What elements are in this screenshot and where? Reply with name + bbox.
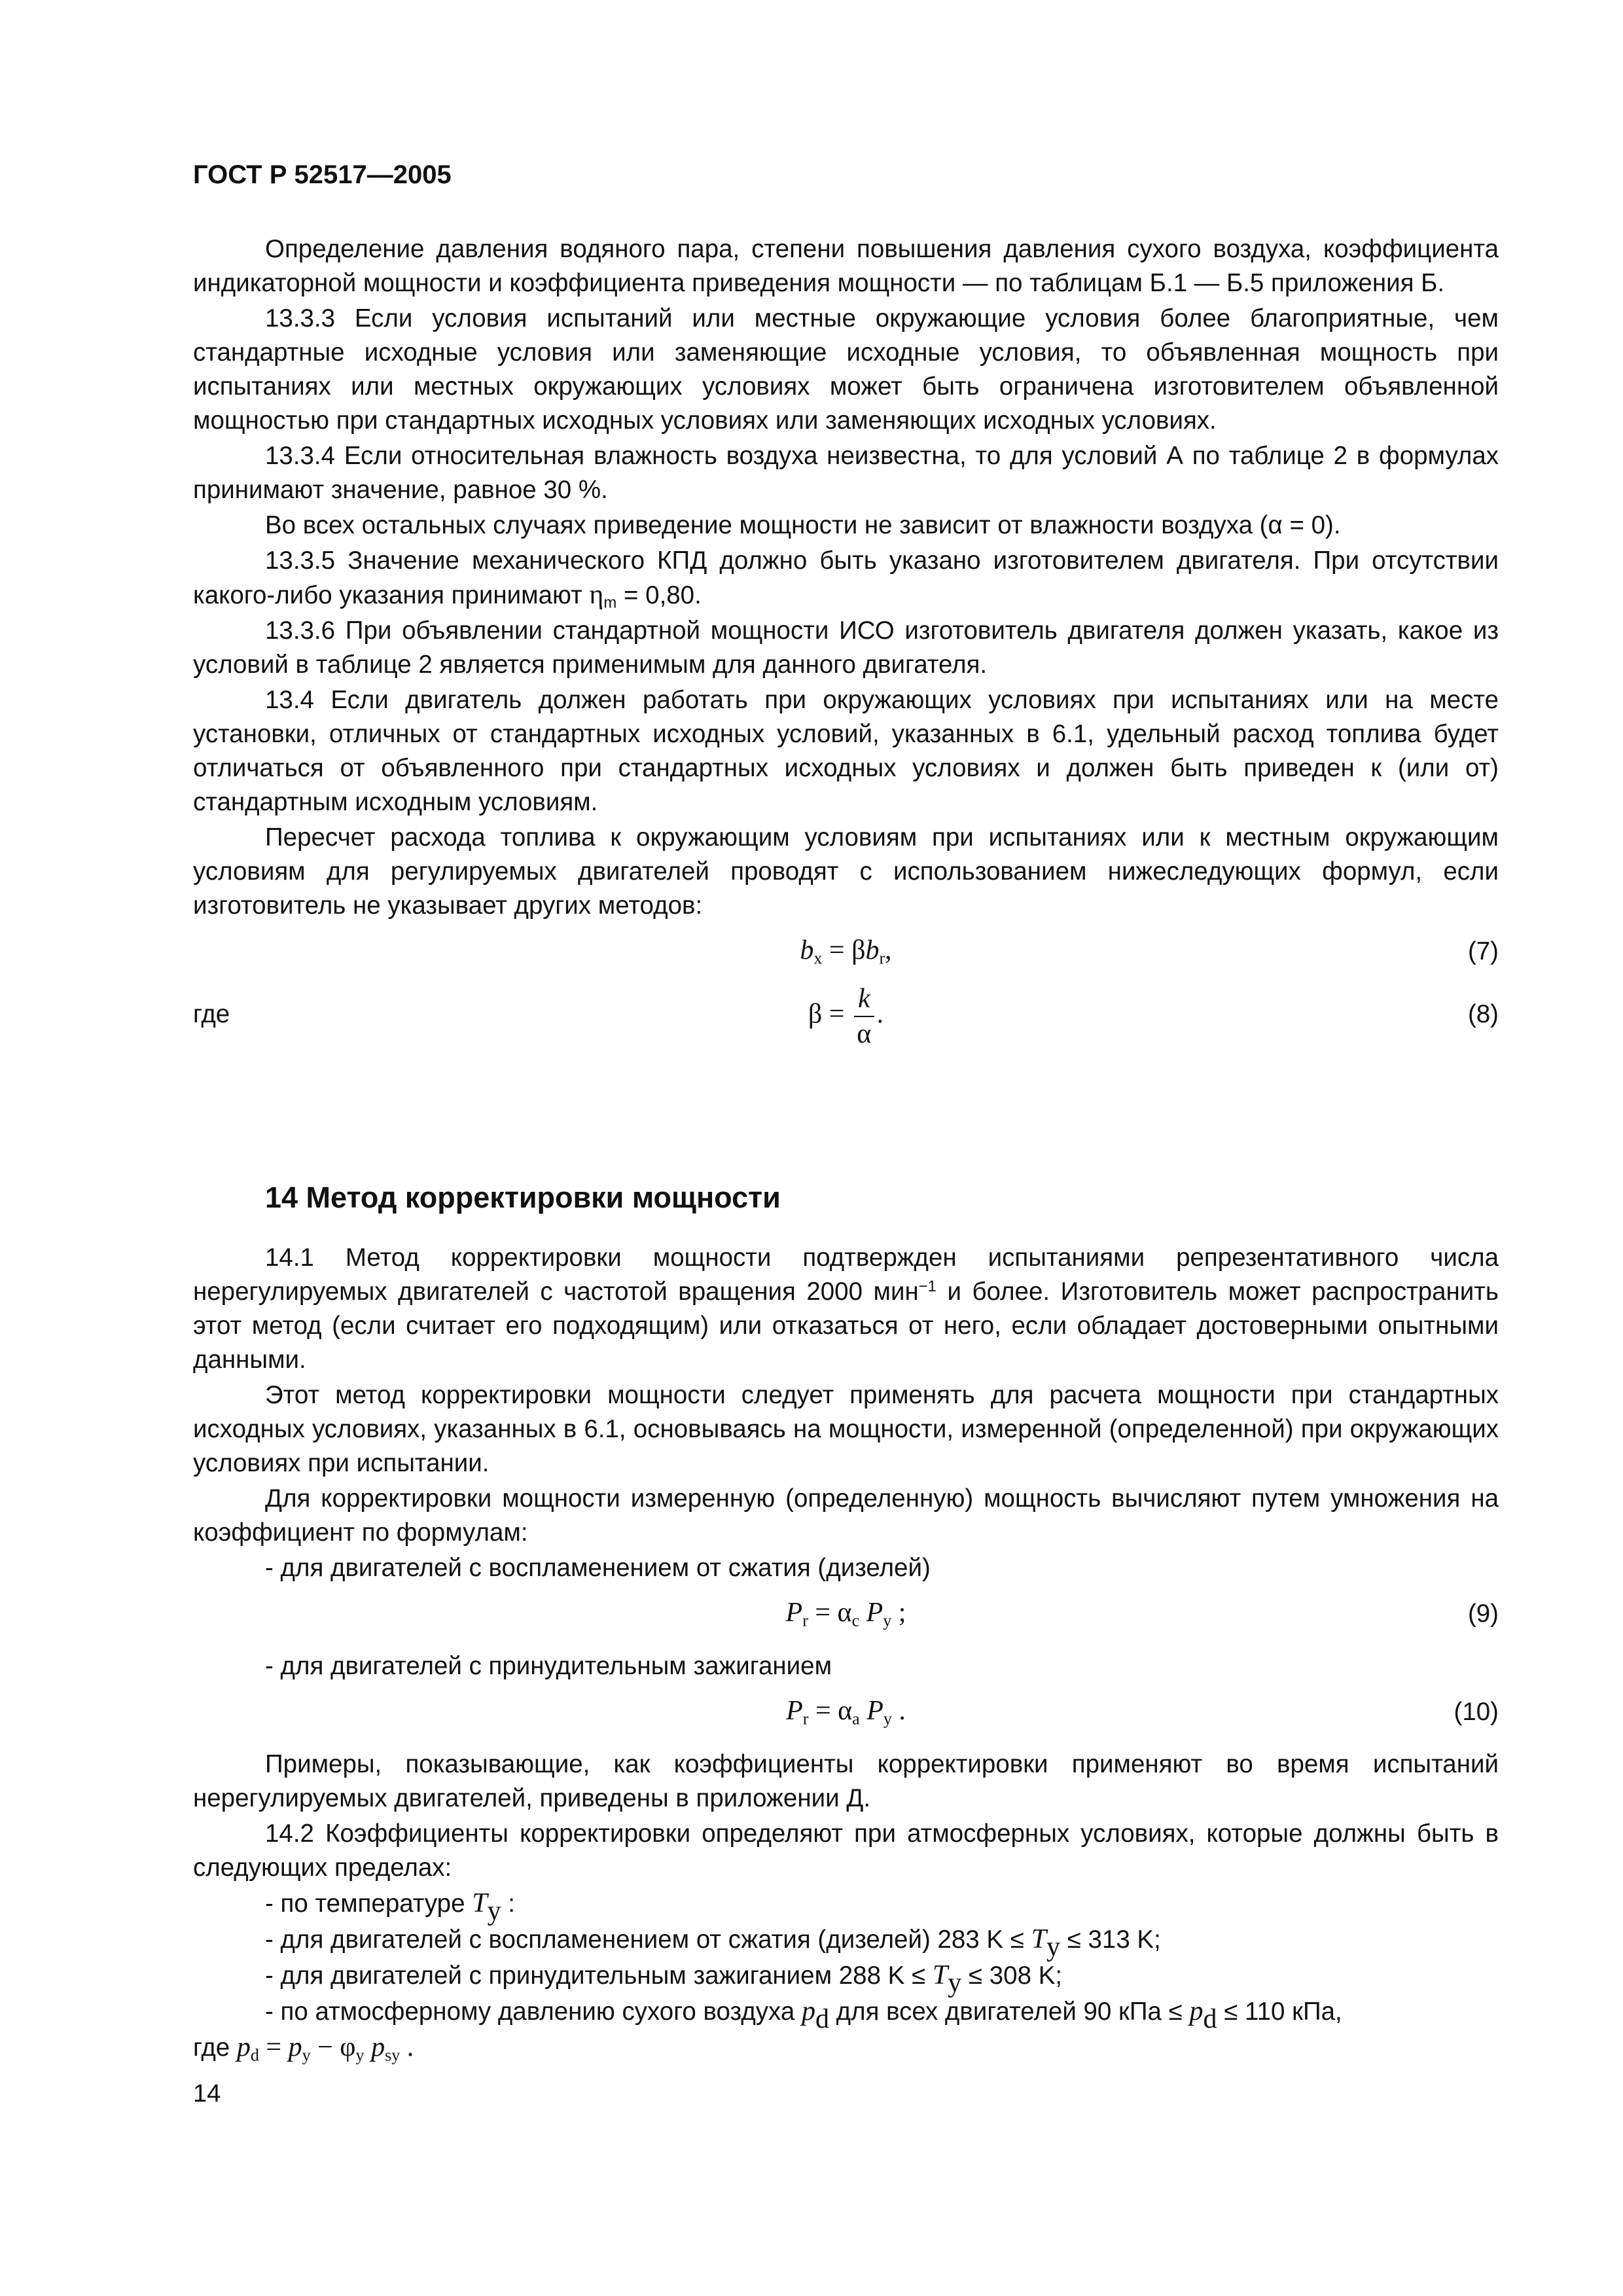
paragraph-14-2: 14.2 Коэффициенты корректировки определяют при атмосферных условиях, которые должны быть в следующих пределах:	[193, 1820, 1499, 1882]
page-number: 14	[193, 2080, 221, 2108]
document-header: ГОСТ Р 52517—2005	[193, 160, 452, 189]
paragraph-13-3-5: 13.3.5 Значение механического КПД должно быть указано изготовителем двигателя. При отсутствии какого-либо указания принимают $\eta_m = 0,80$.	[193, 547, 1499, 612]
formula-10	[193, 1685, 1499, 1748]
paragraph-13-3-6: 13.3.6 При объявлении стандартной мощности ИСО изготовитель двигателя должен указать, какое из условий в таблице 2 является применимым для данного двигателя.	[193, 617, 1499, 679]
paragraph: Примеры, показывающие, как коэффициенты корректировки применяют во время испытаний нерегулируемых двигателей, приведены в приложении Д.	[193, 1750, 1499, 1812]
paragraph-13-3-4: 13.3.4 Если относительная влажность воздуха неизвестна, то для условий А по таблице 2 в формулах принимают значение, равное 30 %.	[193, 442, 1499, 504]
formula-7-expression: $b_x = \beta b_r$,	[800, 935, 892, 968]
formula-8-expression: β = $\frac{k}{\alpha}$ .	[193, 982, 1499, 1051]
formula-7	[193, 924, 1499, 987]
formula-7-number: (7)	[1467, 937, 1499, 965]
list-item-diesel-temperature: - для двигателей с воспламенением от сжатия (дизелей) 283 $K \le T_y \le 313$ K;	[265, 1924, 1161, 1962]
list-item-diesel: - для двигателей с воспламенением от сжатия (дизелей)	[265, 1554, 931, 1582]
paragraph: Этот метод корректировки мощности следует применять для расчета мощности при стандартных исходных условиях, указанных в 6.1, основываясь на мощности, измеренной (определенной) при окружающих условиях при испытании.	[193, 1381, 1499, 1477]
list-item-temperature: - по температуре $T_y$ :	[265, 1888, 515, 1926]
paragraph-13-3-3: 13.3.3 Если условия испытаний или местные окружающие условия более благоприятные, чем стандартные исходные условия или заменяющие исходные условия, то объявленная мощность при испытаниях или местных окружающих условиях может быть ограничена изготовителем объявленной мощностью при стандартных исходных условиях или заменяющих исходных условиях.	[193, 304, 1499, 435]
formula-8	[193, 984, 1499, 1064]
paragraph-13-4: 13.4 Если двигатель должен работать при окружающих условиях при испытаниях или на месте установки, отличных от стандартных исходных условий, указанных в 6.1, удельный расход топлива будет отличаться от объявленного при стандартных исходных условиях и должен быть приведен к (или от) стандартным исходным условиям.	[193, 686, 1499, 816]
where-label: где	[193, 1000, 230, 1028]
paragraph: Пересчет расхода топлива к окружающим условиям при испытаниях или к местным окружающим условиям для регулируемых двигателей проводят с использованием нижеследующих формул, если изготовитель не указывает других методов:	[193, 823, 1499, 920]
formula-9-expression: $P_r = \alpha_c$ $P_y$ ;	[785, 1598, 906, 1630]
paragraph: Для корректировки мощности измеренную (определенную) мощность вычисляют путем умножения на коэффициент по формулам:	[193, 1484, 1499, 1547]
list-item-spark-ignition: - для двигателей с принудительным зажиганием	[265, 1652, 832, 1680]
formula-10-expression: $P_r = \alpha_a$ $P_y$ .	[786, 1696, 906, 1729]
formula-8-number: (8)	[1467, 1000, 1499, 1028]
paragraph: Определение давления водяного пара, степени повышения давления сухого воздуха, коэффициента индикаторной мощности и коэффициента приведения мощности — по таблицам Б.1 — Б.5 приложения Б.	[193, 235, 1499, 297]
paragraph-14-1: 14.1 Метод корректировки мощности подтвержден испытаниями репрезентативного числа нерегулируемых двигателей с частотой вращения 2000 мин$^{-1}$ и более. Изготовитель может распространить этот метод (если считает его подходящим) или отказаться от него, если обладает достоверными опытными данными.	[193, 1244, 1499, 1374]
formula-10-number: (10)	[1454, 1698, 1499, 1726]
list-item-spark-temperature: - для двигателей с принудительным зажиганием 288 $K \le T_y \le 308$ K;	[265, 1960, 1063, 1998]
pressure-definition: где $p_d = p_y - \varphi_y$ $p_{sy}$ .	[193, 2032, 414, 2065]
list-item-pressure: - по атмосферному давлению сухого воздуха $p_d$ для всех двигателей 90 кПа ≤ $p_d \le 110$ кПа,	[265, 1996, 1342, 2034]
section-14-heading: 14 Метод корректировки мощности	[265, 1181, 781, 1214]
paragraph: Во всех остальных случаях приведение мощности не зависит от влажности воздуха (α = 0).	[265, 511, 1341, 539]
document-body	[193, 232, 1499, 2066]
formula-9-number: (9)	[1467, 1600, 1499, 1628]
formula-9	[193, 1587, 1499, 1649]
